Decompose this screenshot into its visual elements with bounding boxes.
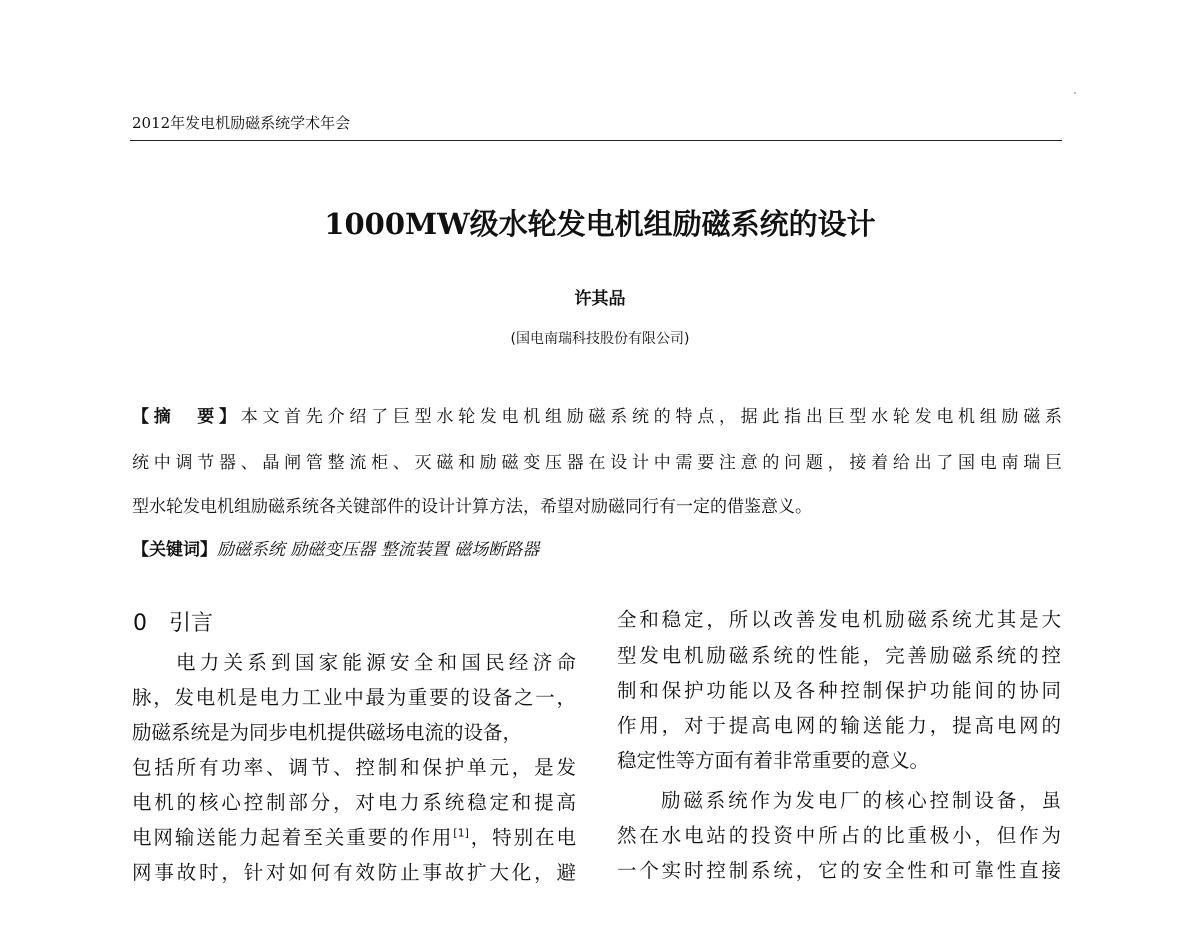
body-line — [132, 822, 576, 850]
affiliation: (国电南瑞科技股份有限公司) — [510, 331, 690, 347]
body-line: 一个实时控制系统，它的安全性和可靠性直接 — [617, 859, 1061, 882]
body-line: 网事故时，针对如何有效防止事故扩大化，避 — [132, 861, 576, 884]
body-line: 脉，发电机是电力工业中最为重要的设备之一， — [132, 686, 576, 709]
body-line: 电机的核心控制部分，对电力系统稳定和提高 — [132, 791, 576, 814]
body-text: 电网输送能力起着至关重要的作用 — [132, 826, 454, 849]
body-line: 然在水电站的投资中所占的比重极小，但作为 — [617, 824, 1061, 847]
keywords-label: 【关键词】 — [132, 540, 217, 560]
section-heading — [133, 606, 213, 637]
scan-artifact — [1074, 92, 1076, 94]
body-line: 型发电机励磁系统的性能，完善励磁系统的控 — [617, 644, 1061, 667]
body-line: 全和稳定，所以改善发电机励磁系统尤其是大 — [617, 608, 1061, 631]
abstract-line — [132, 402, 1062, 427]
abstract-label: 【摘 要】 — [132, 407, 241, 427]
section-title: 引言 — [169, 611, 214, 636]
keywords-text: 励磁系统 励磁变压器 整流装置 磁场断路器 — [217, 540, 540, 560]
abstract-text: 本文首先介绍了巨型水轮发电机组励磁系统的特点，据此指出巨型水轮发电机组励磁系 — [240, 407, 1063, 427]
running-header: 2012年发电机励磁系统学术年会 — [132, 114, 351, 132]
keywords-line — [132, 535, 1062, 560]
header-rule — [130, 140, 1062, 141]
body-line: 励磁系统作为发电厂的核心控制设备，虽 — [661, 789, 1061, 812]
section-number: 0 — [133, 611, 147, 636]
body-text: ，特别在电 — [468, 826, 576, 849]
body-line: 作用，对于提高电网的输送能力，提高电网的 — [617, 714, 1061, 737]
body-line: 励磁系统是为同步电机提供磁场电流的设备， — [132, 721, 523, 744]
paper-title: 1000MW级水轮发电机组励磁系统的设计 — [324, 207, 876, 241]
citation[interactable]: [1] — [453, 826, 469, 840]
body-line: 电力关系到国家能源安全和国民经济命 — [176, 651, 576, 674]
body-line: 稳定性等方面有着非常重要的意义。 — [617, 749, 930, 772]
body-line: 包括所有功率、调节、控制和保护单元，是发 — [132, 756, 576, 779]
author: 许其品 — [574, 289, 626, 309]
abstract-line: 型水轮发电机组励磁系统各关键部件的设计计算方法，希望对励磁同行有一定的借鉴意义。 — [132, 497, 812, 517]
abstract-line: 统中调节器、晶闸管整流柜、灭磁和励磁变压器在设计中需要注意的问题，接着给出了国电南瑞巨 — [132, 453, 1062, 473]
body-line: 制和保护功能以及各种控制保护功能间的协同 — [617, 679, 1061, 702]
